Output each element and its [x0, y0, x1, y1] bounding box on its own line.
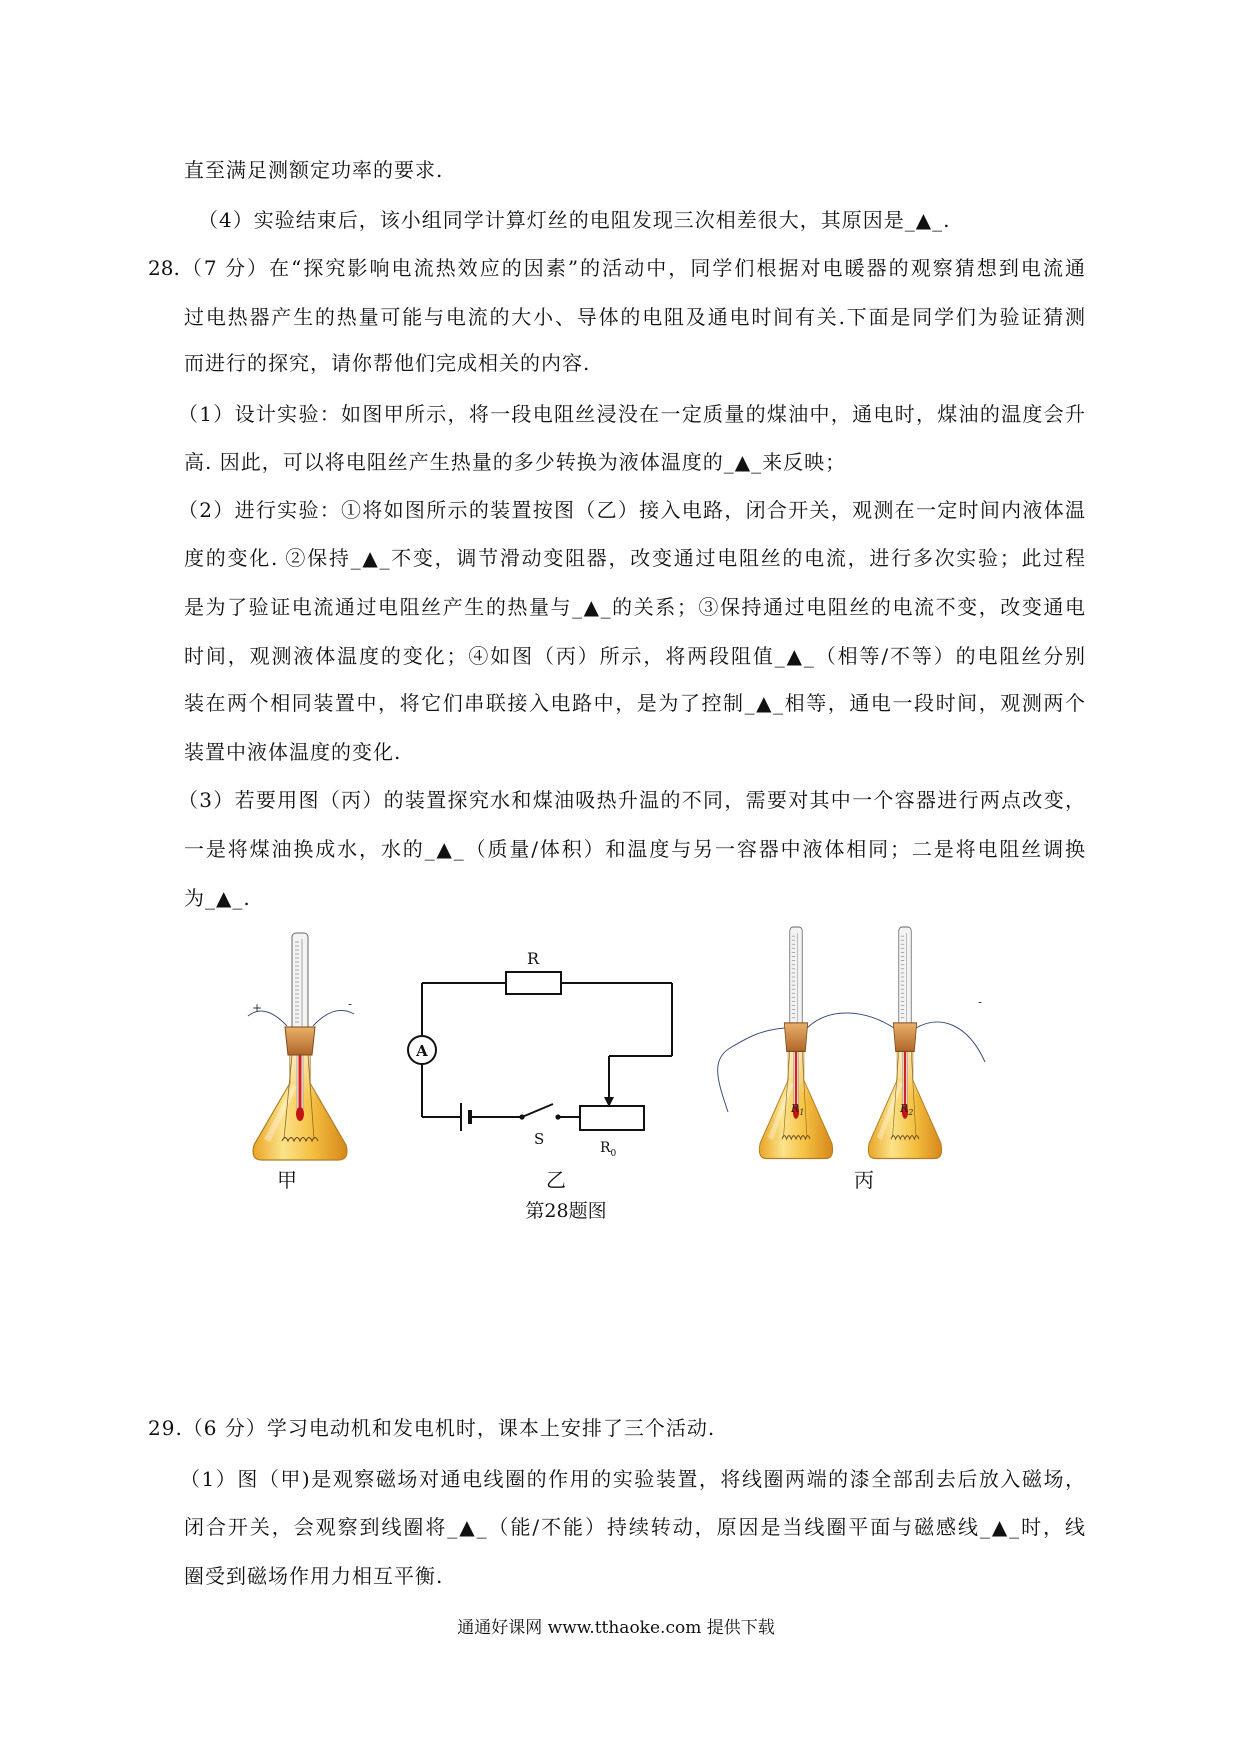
- q28-line-9: 时间，观测液体温度的变化；④如图（丙）所示，将两段阻值_▲_（相等/不等）的电阻丝分别: [184, 644, 1085, 668]
- ammeter-label: A: [416, 1042, 428, 1060]
- flask-jia: [253, 933, 347, 1160]
- rheostat-label: [600, 1140, 617, 1159]
- q28-line-7: 度的变化. ②保持_▲_不变，调节滑动变阻器，改变通过电阻丝的电流，进行多次实验；此过程: [184, 546, 1085, 570]
- q28-line-10: 装在两个相同装置中，将它们串联接入电路中，是为了控制_▲_相等，通电一段时间，观测两个: [184, 691, 1085, 715]
- wire-right-bing: [916, 1022, 985, 1062]
- r1-sub: 1: [799, 1108, 805, 1117]
- q28-line-6: （2）进行实验：①将如图所示的装置按图（乙）接入电路，闭合开关，观测在一定时间内液体温: [178, 498, 1085, 522]
- q28-line-3: 而进行的探究，请你帮他们完成相关的内容.: [184, 351, 591, 375]
- flask-bing-2: [868, 927, 941, 1159]
- q27-part4-line: （4）实验结束后，该小组同学计算灯丝的电阻发现三次相差很大，其原因是_▲_.: [198, 208, 951, 232]
- figure-label-bing: 丙: [854, 1168, 874, 1192]
- figure-label-yi: 乙: [546, 1168, 566, 1192]
- q28-line-13: 一是将煤油换成水，水的_▲_（质量/体积）和温度与另一容器中液体相同；二是将电阻丝调换: [184, 837, 1085, 861]
- switch-label: S: [534, 1130, 545, 1148]
- rheostat-r0: [580, 1106, 644, 1130]
- q29-line-4: 圈受到磁场作用力相互平衡.: [184, 1564, 444, 1588]
- q28-line-4: （1）设计实验：如图甲所示，将一段电阻丝浸没在一定质量的煤油中，通电时，煤油的温度会升: [178, 402, 1085, 426]
- figure-label-jia: 甲: [277, 1168, 297, 1192]
- minus-sign-bing: -: [978, 995, 983, 1009]
- r2-main: R: [900, 1102, 909, 1115]
- q28-line-1: 28.（7 分）在“探究影响电流热效应的因素”的活动中，同学们根据对电暖器的观察猜想到电流通: [148, 256, 1085, 280]
- resistor-r: [506, 972, 561, 994]
- q28-line-5: 高. 因此，可以将电阻丝产生热量的多少转换为液体温度的_▲_来反映；: [184, 450, 847, 474]
- q28-line-14: 为_▲_.: [184, 886, 251, 910]
- q29-line-1: 29.（6 分）学习电动机和发电机时，课本上安排了三个活动.: [148, 1416, 716, 1440]
- panel-bing: [718, 927, 985, 1159]
- q29-line-2: （1）图（甲)是观察磁场对通电线圈的作用的实验装置，将线圈两端的漆全部刮去后放入磁场，: [180, 1467, 1085, 1491]
- resistor-label: R: [527, 949, 540, 968]
- flask-bing-1: [759, 927, 832, 1159]
- q29-line-3: 闭合开关，会观察到线圈将_▲_（能/不能）持续转动，原因是当线圈平面与磁感线_▲_时，线: [184, 1515, 1085, 1539]
- figure-caption: 第28题图: [525, 1200, 607, 1222]
- panel-jia: [248, 933, 354, 1160]
- wire-right-jia: [313, 1010, 354, 1026]
- plus-sign-jia: +: [252, 1001, 263, 1015]
- r2-sub: 2: [908, 1108, 914, 1117]
- figure-28: [240, 920, 1000, 1170]
- switch-blade: [522, 1104, 553, 1117]
- page-footer: 通通好课网 www.tthaoke.com 提供下载: [457, 1618, 775, 1638]
- rheostat-label-main: R: [600, 1140, 611, 1156]
- q27-line-1: 直至满足测额定功率的要求.: [184, 158, 444, 182]
- q28-line-8: 是为了验证电流通过电阻丝产生的热量与_▲_的关系；③保持通过电阻丝的电流不变，改变通电: [184, 595, 1085, 619]
- q28-line-11: 装置中液体温度的变化.: [184, 740, 402, 764]
- panel-yi-circuit: [408, 972, 672, 1131]
- rheostat-label-sub: 0: [610, 1149, 617, 1159]
- wire-left-bing: [718, 1028, 785, 1112]
- r1-main: R: [791, 1102, 800, 1115]
- minus-sign-jia: -: [348, 997, 353, 1011]
- switch-contact-left: [520, 1115, 523, 1118]
- q28-line-12: （3）若要用图（丙）的装置探究水和煤油吸热升温的不同，需要对其中一个容器进行两点改变，: [178, 788, 1085, 812]
- q28-line-2: 过电热器产生的热量可能与电流的大小、导体的电阻及通电时间有关.下面是同学们为验证猜测: [184, 305, 1085, 329]
- wire-between-flasks: [807, 1013, 894, 1028]
